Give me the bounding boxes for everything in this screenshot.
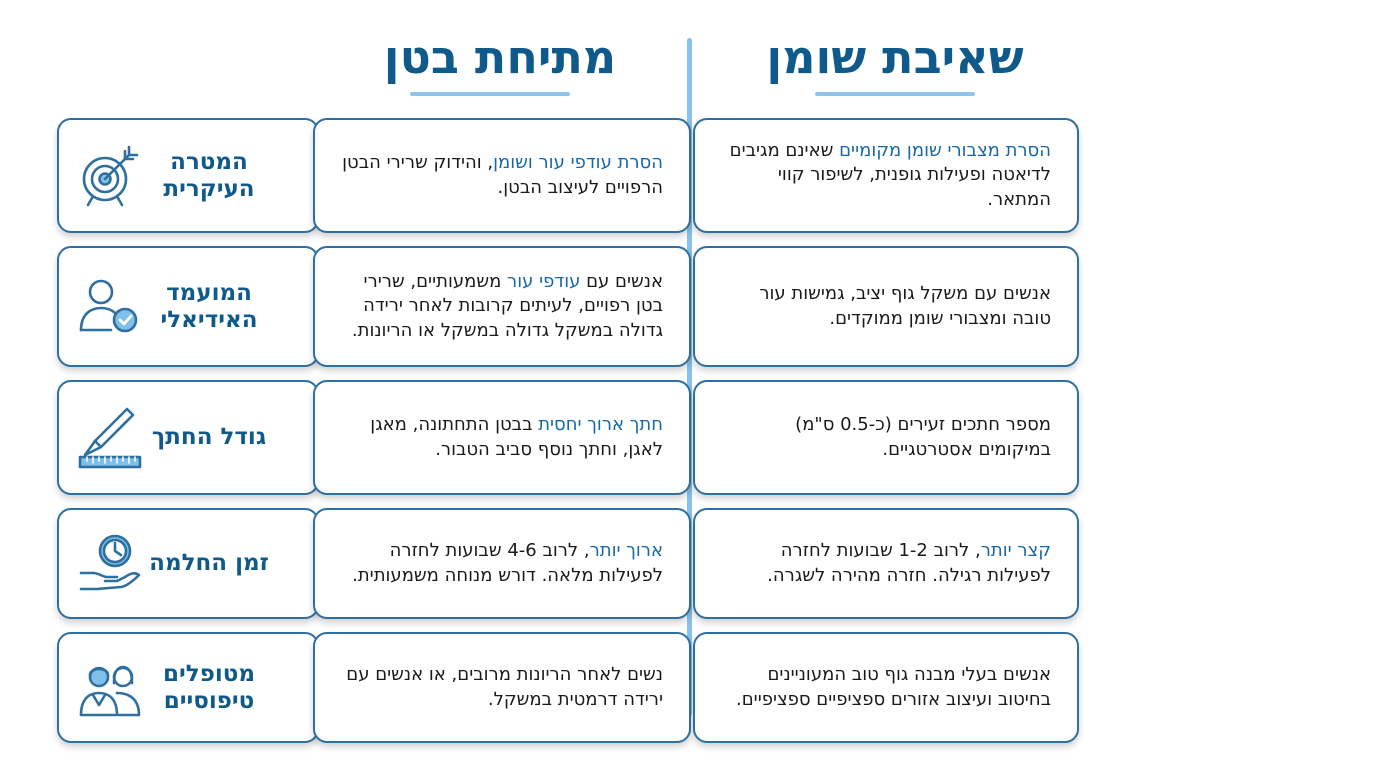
liposuction-cell-incision-size: מספר חתכים זעירים (כ-0.5 ס"מ) במיקומים אסטרטגיים. xyxy=(693,380,1079,495)
category-label: זמן החלמה xyxy=(149,550,269,577)
liposuction-cell-main-goal: הסרת מצבורי שומן מקומיים שאינם מגיבים לדיאטה ופעילות גופנית, לשיפור קווי המתאר. xyxy=(693,118,1079,233)
tummy-tuck-title-underline xyxy=(410,92,570,96)
patients-icon xyxy=(77,655,143,721)
category-card-ideal-candidate xyxy=(57,246,319,367)
category-label: המועמד האידיאלי xyxy=(160,280,258,333)
category-card-incision-size xyxy=(57,380,319,495)
liposuction-title-underline xyxy=(815,92,975,96)
category-card-typical-patients xyxy=(57,632,319,743)
target-icon xyxy=(77,143,143,209)
liposuction-cell-recovery-time: קצר יותר, לרוב 1-2 שבועות לחזרה לפעילות רגילה. חזרה מהירה לשגרה. xyxy=(693,508,1079,619)
liposuction-cell-typical-patients: אנשים בעלי מבנה גוף טוב המעוניינים בחיטוב ועיצוב אזורים ספציפיים ספציפיים. xyxy=(693,632,1079,743)
tummy-tuck-cell-typical-patients: נשים לאחר הריונות מרובים, או אנשים עם ירידה דרמטית במשקל. xyxy=(313,632,691,743)
category-label: גודל החתך xyxy=(151,424,267,451)
tummy-tuck-cell-incision-size: חתך ארוך יחסית בבטן התחתונה, מאגן לאגן, וחתך נוסף סביב הטבור. xyxy=(313,380,691,495)
tummy-tuck-cell-ideal-candidate: אנשים עם עודפי עור משמעותיים, שרירי בטן רפויים, לעיתים קרובות לאחר ירידה גדולה במשקל גדולה במשקל או הריונות. xyxy=(313,246,691,367)
liposuction-cell-ideal-candidate: אנשים עם משקל גוף יציב, גמישות עור טובה ומצבורי שומן ממוקדים. xyxy=(693,246,1079,367)
clock-hand-icon xyxy=(77,531,143,597)
user-check-icon xyxy=(77,274,143,340)
category-label: מטופלים טיפוסיים xyxy=(163,661,255,714)
category-card-main-goal xyxy=(57,118,319,233)
tummy-tuck-cell-recovery-time: ארוך יותר, לרוב 4-6 שבועות לחזרה לפעילות מלאה. דורש מנוחה משמעותית. xyxy=(313,508,691,619)
liposuction-column-title: שאיבת שומן xyxy=(766,30,1024,84)
tummy-tuck-column-title: מתיחת בטן xyxy=(383,30,617,84)
category-card-recovery-time xyxy=(57,508,319,619)
category-label: המטרה העיקרית xyxy=(163,149,255,202)
tummy-tuck-cell-main-goal: הסרת עודפי עור ושומן, והידוק שרירי הבטן הרפויים לעיצוב הבטן. xyxy=(313,118,691,233)
scalpel-icon xyxy=(77,405,143,471)
